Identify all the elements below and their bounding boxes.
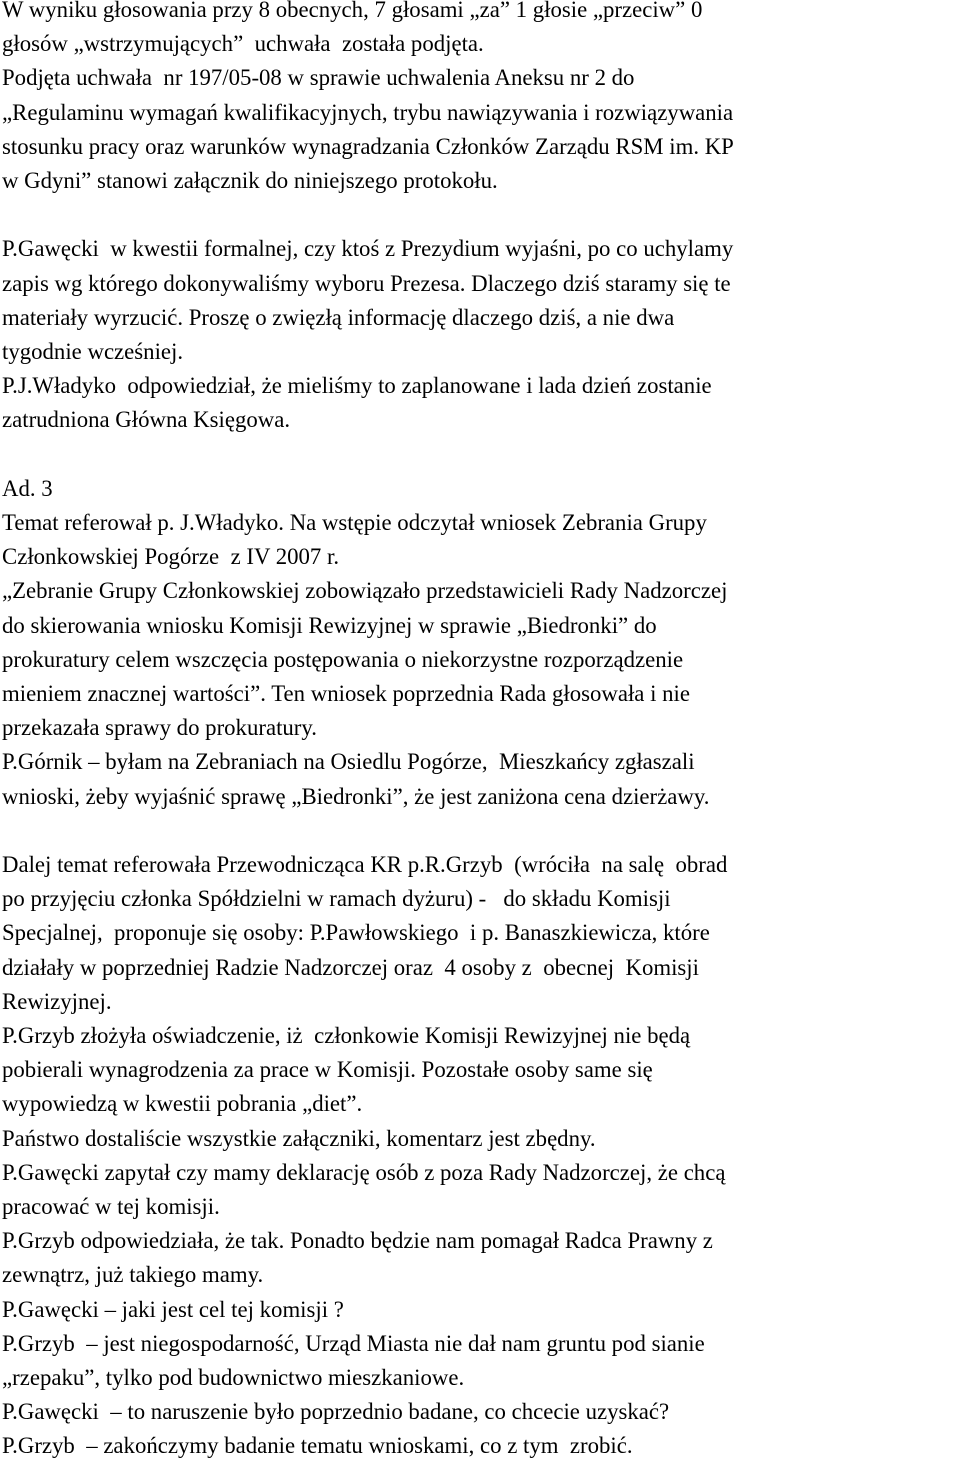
text-line: tygodnie wcześniej. — [2, 339, 184, 365]
text-line: W wyniku głosowania przy 8 obecnych, 7 głosami „za” 1 głosie „przeciw” 0 — [2, 0, 703, 22]
section-heading: Ad. 3 — [2, 475, 53, 501]
text-line: działały w poprzedniej Radzie Nadzorczej oraz 4 osoby z obecnej Komisji — [2, 954, 699, 980]
text-line: pobierali wynagrodzenia za prace w Komisji. Pozostałe osoby same się — [2, 1057, 653, 1083]
text-line: P.Gawęcki w kwestii formalnej, czy ktoś z Prezydium wyjaśni, po co uchylamy — [2, 236, 734, 262]
text-line: Temat referował p. J.Władyko. Na wstępie odczytał wniosek Zebrania Grupy — [2, 510, 707, 536]
text-line: zewnątrz, już takiego mamy. — [2, 1262, 264, 1288]
text-line: Podjęta uchwała nr 197/05-08 w sprawie uchwalenia Aneksu nr 2 do — [2, 65, 635, 91]
text-line: mieniem znacznej wartości”. Ten wniosek poprzednia Rada głosowała i nie — [2, 681, 690, 707]
text-line: Członkowskiej Pogórze z IV 2007 r. — [2, 544, 340, 570]
paragraph-agenda-item-3 — [2, 472, 954, 814]
paragraph-resolution — [2, 0, 954, 198]
text-line: przekazała sprawy do prokuratury. — [2, 715, 318, 741]
text-line: Specjalnej, proponuje się osoby: P.Pawłowskiego i p. Banaszkiewicza, które — [2, 920, 710, 946]
text-line: wnioski, żeby wyjaśnić sprawę „Biedronki”, że jest zaniżona cena dzierżawy. — [2, 783, 710, 809]
text-line: materiały wyrzucić. Proszę o zwięzłą informację dlaczego dziś, a nie dwa — [2, 304, 675, 330]
text-line: P.Grzyb odpowiedziała, że tak. Ponadto będzie nam pomagał Radca Prawny z — [2, 1228, 713, 1254]
text-line: „Regulaminu wymagań kwalifikacyjnych, trybu nawiązywania i rozwiązywania — [2, 99, 734, 125]
text-line: P.Grzyb – zakończymy badanie tematu wnioskami, co z tym zrobić. — [2, 1433, 633, 1459]
paragraph-formal-question — [2, 232, 954, 437]
text-line: do skierowania wniosku Komisji Rewizyjnej w sprawie „Biedronki” do — [2, 612, 657, 638]
paragraph-spacer — [2, 814, 954, 848]
text-line: Państwo dostaliście wszystkie załączniki, komentarz jest zbędny. — [2, 1125, 596, 1151]
paragraph-spacer — [2, 198, 954, 232]
text-line: „Zebranie Grupy Członkowskiej zobowiązało przedstawicieli Rady Nadzorczej — [2, 578, 728, 604]
text-line: prokuratury celem wszczęcia postępowania o niekorzystne rozporządzenie — [2, 646, 684, 672]
text-line: zatrudniona Główna Księgowa. — [2, 407, 291, 433]
text-line: P.Grzyb – jest niegospodarność, Urząd Miasta nie dał nam gruntu pod sianie — [2, 1330, 705, 1356]
text-line: P.Górnik – byłam na Zebraniach na Osiedlu Pogórze, Mieszkańcy zgłaszali — [2, 749, 695, 775]
text-line: „rzepaku”, tylko pod budownictwo mieszkaniowe. — [2, 1365, 465, 1391]
text-line: P.Gawęcki – to naruszenie było poprzednio badane, co chcecie uzyskać? — [2, 1399, 670, 1425]
text-line: P.Gawęcki zapytał czy mamy deklarację osób z poza Rady Nadzorczej, że chcą — [2, 1159, 726, 1185]
text-line: P.J.Władyko odpowiedział, że mieliśmy to zaplanowane i lada dzień zostanie — [2, 373, 712, 399]
text-line: po przyjęciu członka Spółdzielni w ramach dyżuru) - do składu Komisji — [2, 886, 671, 912]
text-line: Rewizyjnej. — [2, 988, 112, 1014]
text-line: P.Grzyb złożyła oświadczenie, iż członkowie Komisji Rewizyjnej nie będą — [2, 1023, 691, 1049]
text-line: zapis wg którego dokonywaliśmy wyboru Prezesa. Dlaczego dziś staramy się te — [2, 270, 731, 296]
text-line: P.Gawęcki – jaki jest cel tej komisji ? — [2, 1296, 344, 1322]
text-line: pracować w tej komisji. — [2, 1194, 220, 1220]
text-line: Dalej temat referowała Przewodnicząca KR p.R.Grzyb (wróciła na salę obrad — [2, 852, 728, 878]
text-line: stosunku pracy oraz warunków wynagradzania Członków Zarządu RSM im. KP — [2, 133, 734, 159]
paragraph-special-commission — [2, 848, 954, 1464]
text-line: wypowiedzą w kwestii pobrania „diet”. — [2, 1091, 363, 1117]
text-line: głosów „wstrzymujących” uchwała została podjęta. — [2, 31, 484, 57]
paragraph-spacer — [2, 438, 954, 472]
text-line: w Gdyni” stanowi załącznik do niniejszego protokołu. — [2, 168, 498, 194]
